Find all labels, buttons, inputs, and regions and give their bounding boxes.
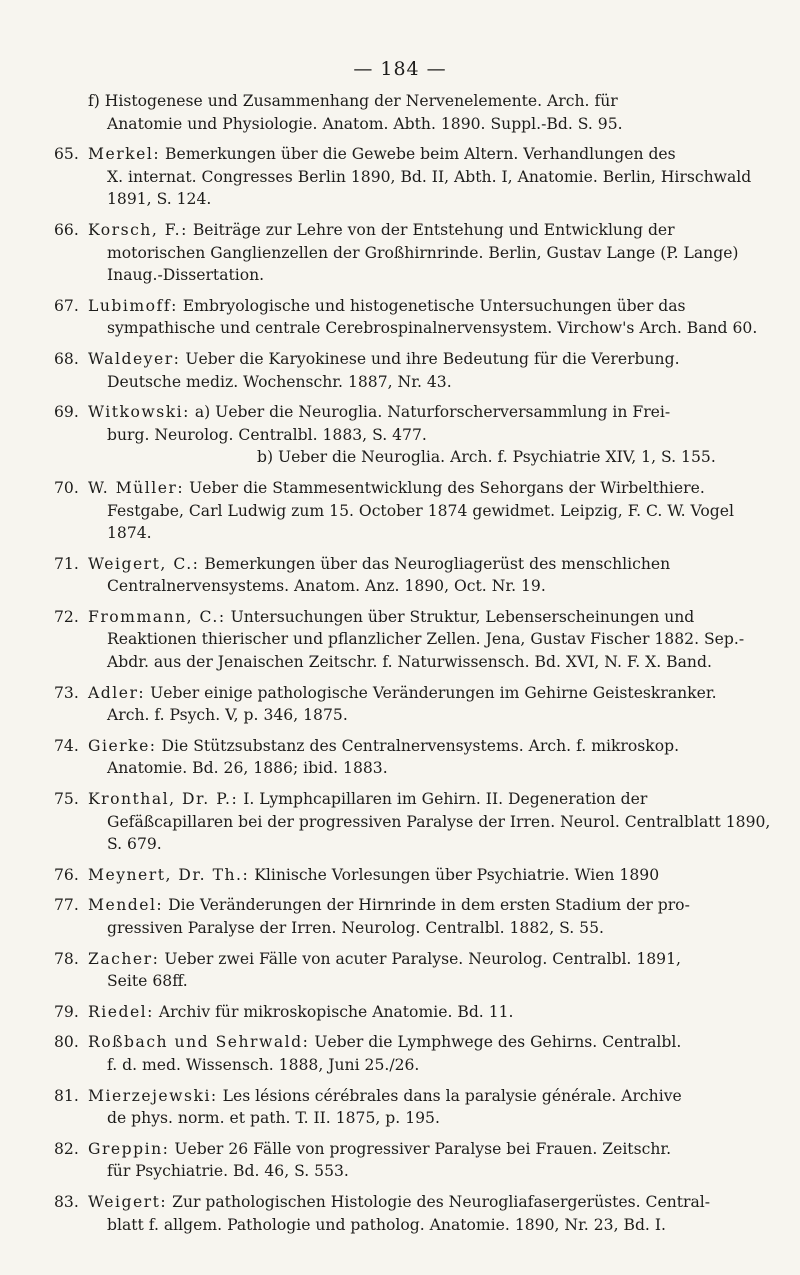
reference-first-line — [88, 1085, 780, 1108]
reference-title-start: I. Lymphcapillaren im Gehirn. II. Degeneration der — [238, 790, 648, 809]
reference-text — [88, 788, 780, 856]
reference-continuation: sympathische und centrale Cerebrospinalnervensystem. Virchow's Arch. Band 60. — [107, 319, 758, 338]
reference-entry — [40, 1191, 780, 1236]
reference-entry — [40, 682, 780, 727]
reference-entry — [40, 894, 780, 939]
reference-text — [88, 295, 780, 340]
reference-title-start: Embryologische und histogenetische Untersuchungen über das — [177, 296, 686, 315]
reference-continuation: motorischen Ganglienzellen der Großhirnrinde. Berlin, Gustav Lange (P. Lange) Inaug.-Dissertation. — [107, 243, 739, 285]
reference-author: Weigert: — [88, 1192, 168, 1211]
reference-author: Lubimoff: — [88, 296, 178, 315]
reference-text — [88, 948, 780, 993]
reference-author: Korsch, F.: — [88, 220, 188, 239]
reference-entry — [40, 553, 780, 598]
reference-continuation: burg. Neurolog. Centralbl. 1883, S. 477. — [107, 425, 427, 444]
reference-number: 69. — [54, 403, 79, 422]
reference-text — [88, 477, 780, 545]
reference-number: 75. — [54, 790, 79, 809]
reference-number: 71. — [54, 554, 79, 573]
reference-entry — [40, 1085, 780, 1130]
reference-title-start: Ueber zwei Fälle von acuter Paralyse. Neurolog. Centralbl. 1891, — [159, 949, 681, 968]
reference-number: 74. — [54, 736, 79, 755]
reference-text — [88, 864, 780, 887]
reference-title-start: Archiv für mikroskopische Anatomie. Bd. 11. — [153, 1002, 514, 1021]
reference-number: 83. — [54, 1192, 79, 1211]
reference-entry — [40, 477, 780, 545]
reference-title-start: Die Stützsubstanz des Centralnervensystems. Arch. f. mikroskop. — [156, 736, 680, 755]
reference-author: Riedel: — [88, 1002, 154, 1021]
reference-author: Greppin: — [88, 1139, 170, 1158]
reference-first-line — [88, 735, 780, 758]
reference-number: 76. — [54, 865, 79, 884]
reference-author: Weigert, C.: — [88, 554, 200, 573]
reference-first-line — [88, 1031, 780, 1054]
reference-first-line — [88, 894, 780, 917]
reference-continuation: Anatomie und Physiologie. Anatom. Abth. 1890. Suppl.-Bd. S. 95. — [107, 114, 623, 133]
reference-number: 78. — [54, 949, 79, 968]
reference-first-line — [88, 1191, 780, 1214]
reference-first-line — [88, 219, 780, 242]
reference-author: Waldeyer: — [88, 349, 181, 368]
reference-first-line — [88, 477, 780, 500]
reference-continuation: Centralnervensystems. Anatom. Anz. 1890, Oct. Nr. 19. — [107, 577, 546, 596]
reference-number: 81. — [54, 1086, 79, 1105]
reference-title-start: Untersuchungen über Struktur, Lebenserscheinungen und — [225, 607, 695, 626]
reference-text — [88, 735, 780, 780]
reference-text — [88, 894, 780, 939]
reference-title-start: a) Ueber die Neuroglia. Naturforscherversammlung in Frei- — [189, 403, 671, 422]
reference-continuation: Gefäßcapillaren bei der progressiven Paralyse der Irren. Neurol. Centralblatt 1890, S. 679. — [107, 812, 771, 854]
reference-author: Gierke: — [88, 736, 157, 755]
reference-number: 72. — [54, 607, 79, 626]
reference-entry — [40, 295, 780, 340]
reference-text — [88, 1085, 780, 1130]
reference-entry — [40, 948, 780, 993]
reference-author: Witkowski: — [88, 403, 190, 422]
reference-entry — [40, 348, 780, 393]
reference-text — [88, 401, 780, 469]
reference-text — [88, 348, 780, 393]
reference-author: Zacher: — [88, 949, 160, 968]
reference-title-start: Ueber einige pathologische Veränderungen im Gehirne Geisteskranker. — [145, 683, 717, 702]
reference-first-line — [88, 1138, 780, 1161]
reference-first-line — [88, 401, 780, 424]
reference-entry — [40, 606, 780, 674]
reference-first-line — [88, 788, 780, 811]
reference-continuation: Deutsche mediz. Wochenschr. 1887, Nr. 43. — [107, 372, 452, 391]
reference-title-start: Bemerkungen über das Neurogliagerüst des menschlichen — [199, 554, 671, 573]
reference-continuation: Reaktionen thierischer und pflanzlicher Zellen. Jena, Gustav Fischer 1882. Sep.-Abdr. aus der Jenaischen Zeitschr. f. Naturwissensch. Bd. XVI, N. F. X. Band. — [107, 630, 745, 672]
reference-text — [88, 90, 780, 135]
reference-entry — [40, 788, 780, 856]
reference-text — [88, 682, 780, 727]
reference-continuation: Arch. f. Psych. V, p. 346, 1875. — [107, 706, 348, 725]
reference-first-line — [88, 90, 780, 113]
reference-title-start: Ueber die Lymphwege des Gehirns. Centralbl. — [309, 1033, 682, 1052]
reference-first-line — [88, 606, 780, 629]
reference-number: 79. — [54, 1002, 79, 1021]
reference-subitem: b) Ueber die Neuroglia. Arch. f. Psychiatrie XIV, 1, S. 155. — [257, 448, 716, 467]
reference-number: 65. — [54, 145, 79, 164]
reference-author: Frommann, C.: — [88, 607, 226, 626]
reference-number: 73. — [54, 683, 79, 702]
reference-number: 66. — [54, 220, 79, 239]
reference-author: Meynert, Dr. Th.: — [88, 865, 250, 884]
reference-author: Mendel: — [88, 896, 164, 915]
reference-first-line — [88, 295, 780, 318]
reference-author: Mierzejewski: — [88, 1086, 218, 1105]
reference-text — [88, 1031, 780, 1076]
reference-text — [88, 553, 780, 598]
reference-title-start: Ueber die Stammesentwicklung des Sehorgans der Wirbelthiere. — [184, 478, 705, 497]
reference-author: Roßbach und Sehrwald: — [88, 1033, 310, 1052]
reference-author: Kronthal, Dr. P.: — [88, 790, 239, 809]
reference-title-start: Die Veränderungen der Hirnrinde in dem ersten Stadium der pro- — [163, 896, 690, 915]
reference-number: 67. — [54, 296, 79, 315]
page-number: — 184 — — [353, 58, 447, 80]
reference-continuation: für Psychiatrie. Bd. 46, S. 553. — [107, 1162, 349, 1181]
reference-first-line — [88, 143, 780, 166]
reference-list — [40, 90, 780, 1244]
reference-first-line — [88, 348, 780, 371]
reference-entry — [40, 864, 780, 887]
reference-entry — [40, 143, 780, 211]
reference-entry — [40, 219, 780, 287]
reference-text — [88, 1001, 780, 1024]
reference-continuation: X. internat. Congresses Berlin 1890, Bd. II, Abth. I, Anatomie. Berlin, Hirschwald 1891, S. 124. — [107, 167, 752, 209]
reference-entry — [40, 735, 780, 780]
reference-entry — [40, 1138, 780, 1183]
reference-title-start: Zur pathologischen Histologie des Neurogliafasergerüstes. Central- — [167, 1192, 711, 1211]
reference-title-start: Beiträge zur Lehre von der Entstehung und Entwicklung der — [187, 220, 675, 239]
reference-continuation: blatt f. allgem. Pathologie und patholog. Anatomie. 1890, Nr. 23, Bd. I. — [107, 1215, 666, 1234]
reference-number: 82. — [54, 1139, 79, 1158]
reference-number: 68. — [54, 349, 79, 368]
reference-first-line — [88, 682, 780, 705]
reference-title-start: Klinische Vorlesungen über Psychiatrie. Wien 1890 — [249, 865, 660, 884]
reference-continuation: de phys. norm. et path. T. II. 1875, p. 195. — [107, 1109, 440, 1128]
reference-number: 80. — [54, 1033, 79, 1052]
reference-first-line — [88, 1001, 780, 1024]
reference-text — [88, 1191, 780, 1236]
reference-title-start: Ueber 26 Fälle von progressiver Paralyse bei Frauen. Zeitschr. — [169, 1139, 672, 1158]
reference-number: 77. — [54, 896, 79, 915]
reference-entry — [40, 401, 780, 469]
reference-continuation: Festgabe, Carl Ludwig zum 15. October 1874 gewidmet. Leipzig, F. C. W. Vogel 1874. — [107, 501, 734, 543]
reference-author: Adler: — [88, 683, 146, 702]
reference-title-start: Ueber die Karyokinese und ihre Bedeutung für die Vererbung. — [180, 349, 680, 368]
reference-entry — [40, 1031, 780, 1076]
reference-number: 70. — [54, 478, 79, 497]
reference-continuation: gressiven Paralyse der Irren. Neurolog. Centralbl. 1882, S. 55. — [107, 919, 604, 937]
reference-text — [88, 219, 780, 287]
reference-author: W. Müller: — [88, 478, 185, 497]
reference-first-line — [88, 948, 780, 971]
reference-first-line — [88, 553, 780, 576]
reference-text — [88, 1138, 780, 1183]
reference-first-line — [88, 864, 780, 887]
reference-continuation: Seite 68ff. — [107, 972, 188, 991]
reference-continuation: f. d. med. Wissensch. 1888, Juni 25./26. — [107, 1055, 420, 1074]
reference-continuation: Anatomie. Bd. 26, 1886; ibid. 1883. — [107, 759, 388, 778]
reference-title-start: Les lésions cérébrales dans la paralysie générale. Archive — [217, 1086, 682, 1105]
reference-entry — [40, 1001, 780, 1024]
reference-author: Merkel: — [88, 145, 161, 164]
reference-entry — [40, 90, 780, 135]
reference-text — [88, 143, 780, 211]
reference-title-start: f) Histogenese und Zusammenhang der Nervenelemente. Arch. für — [88, 92, 618, 110]
reference-title-start: Bemerkungen über die Gewebe beim Altern. Verhandlungen des — [160, 145, 676, 164]
reference-text — [88, 606, 780, 674]
